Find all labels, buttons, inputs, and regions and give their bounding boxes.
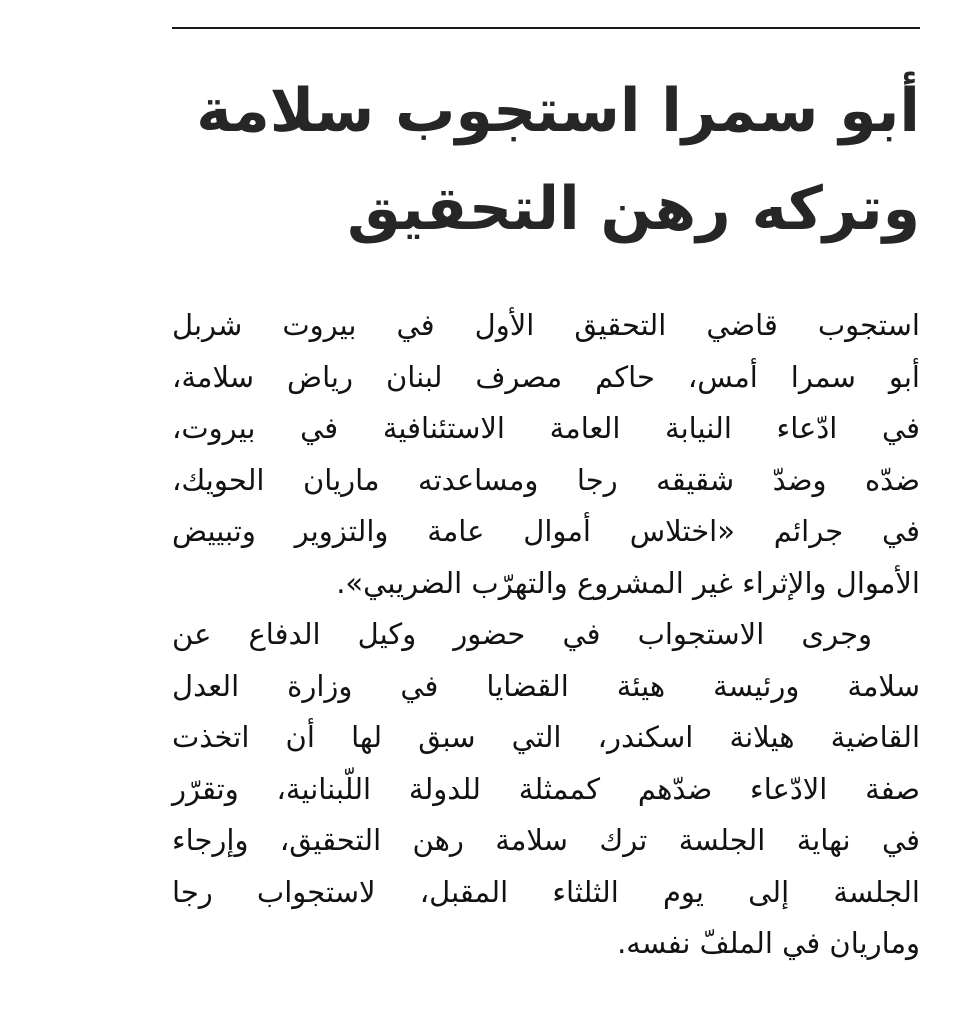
body-line: وجرى الاستجواب في حضور وكيل الدفاع عن <box>172 617 872 651</box>
body-line: استجوب قاضي التحقيق الأول في بيروت شربل <box>172 308 920 342</box>
headline-line: وتركه رهن التحقيق <box>347 174 920 244</box>
top-divider <box>172 27 920 29</box>
body-line: ضدّه وضدّ شقيقه رجا ومساعدته ماريان الحويك، <box>172 462 920 497</box>
body-line: صفة الادّعاء ضدّهم كممثلة للدولة اللّبنانية، وتقرّر <box>172 771 920 806</box>
headline-line: أبو سمرا استجوب سلامة <box>196 76 920 146</box>
body-line: وماريان في الملفّ نفسه. <box>617 926 920 960</box>
body-line: القاضية هيلانة اسكندر، التي سبق لها أن اتخذت <box>172 720 920 754</box>
body-line: أبو سمرا أمس، حاكم مصرف لبنان رياض سلامة، <box>172 359 920 394</box>
paragraph <box>172 609 920 970</box>
article-body <box>172 300 920 970</box>
body-line: سلامة ورئيسة هيئة القضايا في وزارة العدل <box>172 668 920 703</box>
body-line: الجلسة إلى يوم الثلثاء المقبل، لاستجواب رجا <box>172 874 920 909</box>
paragraph <box>172 300 920 609</box>
news-article <box>172 0 920 1017</box>
body-line: في نهاية الجلسة ترك سلامة رهن التحقيق، وإرجاء <box>172 823 920 857</box>
body-line: في جرائم «اختلاس أموال عامة والتزوير وتبييض <box>172 514 920 548</box>
body-line: في ادّعاء النيابة العامة الاستئنافية في بيروت، <box>172 411 920 445</box>
headline <box>172 62 920 258</box>
body-line: الأموال والإثراء غير المشروع والتهرّب الضريبي». <box>336 565 920 600</box>
